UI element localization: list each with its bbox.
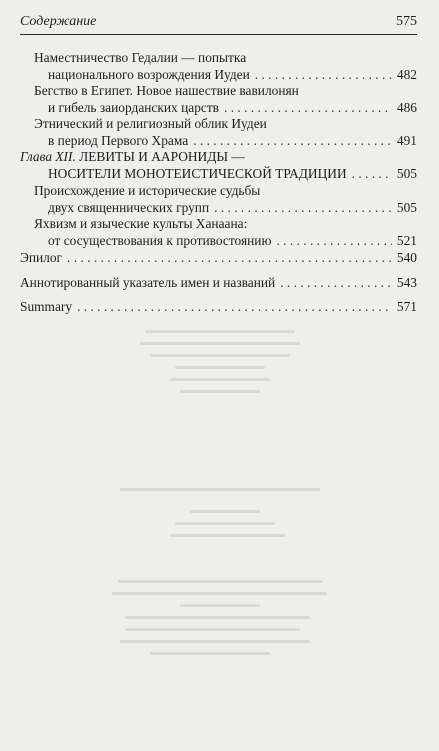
toc-entry-page: 482: [396, 67, 417, 82]
dot-leader: [276, 232, 391, 249]
header-page-number: 575: [396, 14, 417, 29]
dot-leader: [224, 99, 392, 116]
toc-entry-text: двух священнических групп: [48, 200, 210, 215]
toc-entry-text: и гибель заиорданских царств: [48, 100, 220, 115]
toc-entry: [34, 82, 417, 116]
toc-entry-text: Яхвизм и языческие культы Ханаана:: [34, 216, 248, 231]
toc-entry-page: 540: [396, 250, 417, 265]
toc-entry-page: 486: [396, 100, 417, 115]
toc-entry: [34, 182, 417, 216]
dot-leader: [214, 199, 392, 216]
dot-leader: [77, 298, 392, 315]
running-header: [20, 10, 417, 35]
toc-entry: [34, 115, 417, 149]
toc-entry-text: ЛЕВИТЫ И ААРОНИДЫ —: [79, 149, 245, 164]
toc-entry: [20, 274, 417, 291]
toc-entry-text: Наместничество Гедалии — попытка: [34, 50, 247, 65]
toc-entry-page: 543: [396, 275, 417, 290]
show-through-texture: [0, 320, 439, 751]
toc-entry-text: НОСИТЕЛИ МОНОТЕИСТИЧЕСКОЙ ТРАДИЦИИ: [48, 166, 347, 181]
toc-entry-text: Бегство в Египет. Новое нашествие вавилонян: [34, 83, 299, 98]
toc-entry-page: 505: [396, 200, 417, 215]
dot-leader: [352, 165, 392, 182]
toc-entry-text: Этнический и религиозный облик Иудеи: [34, 116, 267, 131]
toc-entry-text: Эпилог: [20, 250, 63, 265]
toc-entry: [34, 215, 417, 249]
toc-entry-text: в период Первого Храма: [48, 133, 189, 148]
chapter-number: Глава XII.: [20, 149, 76, 164]
header-title: Содержание: [20, 14, 97, 29]
toc-entry: [34, 49, 417, 83]
dot-leader: [67, 249, 392, 266]
toc-entry-page: 505: [396, 166, 417, 181]
toc-entry-text: Summary: [20, 299, 73, 314]
dot-leader: [280, 274, 392, 291]
toc-entry-text: Происхождение и исторические судьбы: [34, 183, 261, 198]
toc-chapter-entry: [20, 148, 417, 182]
toc-entry: [20, 249, 417, 266]
toc-entry-text: национального возрождения Иудеи: [48, 67, 250, 82]
dot-leader: [255, 66, 392, 83]
toc-entry-page: 491: [396, 133, 417, 148]
toc-entry-page: 521: [396, 233, 417, 248]
toc-entry-page: 571: [396, 299, 417, 314]
toc-entry-text: Аннотированный указатель имен и названий: [20, 275, 276, 290]
toc-entry-text: от сосуществования к противостоянию: [48, 233, 272, 248]
toc-entry: [20, 298, 417, 315]
dot-leader: [193, 132, 392, 149]
